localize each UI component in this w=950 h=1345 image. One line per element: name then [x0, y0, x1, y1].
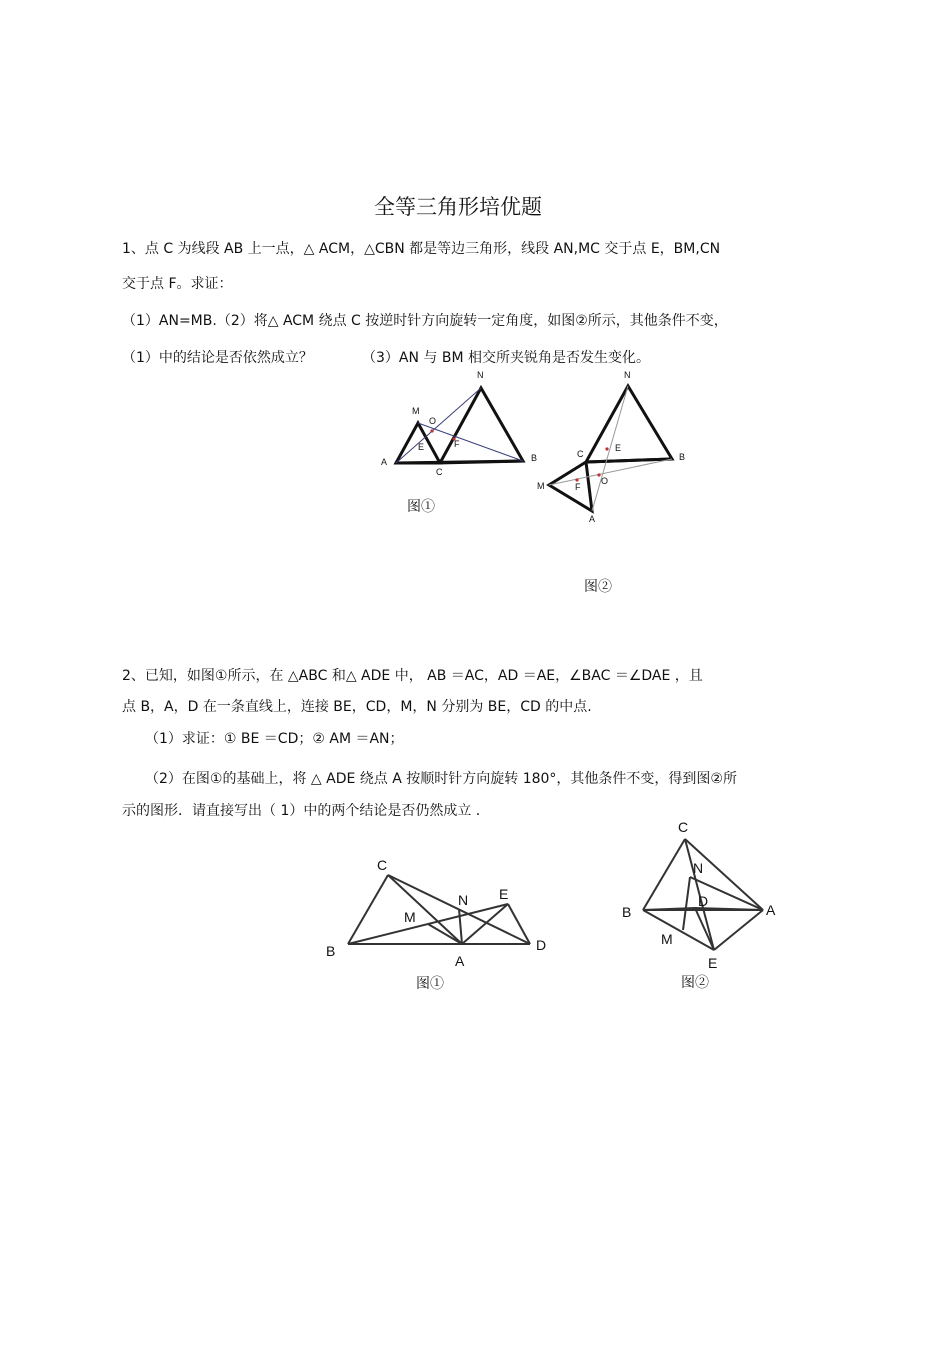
- problem1-line4b: （3）AN 与 BM 相交所夹锐角是否发生变化。: [362, 350, 650, 366]
- problem2-line2: 点 B，A，D 在一条直线上，连接 BE，CD，M，N 分别为 BE，CD 的中点.: [122, 699, 592, 715]
- p2f1-label-N: N: [458, 892, 469, 908]
- p1f1-label-A: A: [381, 457, 388, 467]
- p2f2-caption: 图②: [681, 974, 709, 990]
- p2f1-label-E: E: [499, 886, 509, 902]
- problem2-line4: （2）在图①的基础上，将 △ ADE 绕点 A 按顺时针方向旋转 180°，其他条件不变，得到图②所: [145, 771, 737, 787]
- p1f2-caption: 图②: [584, 578, 612, 594]
- p2f2-label-A: A: [766, 902, 776, 918]
- p2f2-label-C: C: [678, 819, 689, 835]
- problem1-line2: 交于点 F。求证：: [122, 276, 233, 292]
- p1f2-label-B: B: [679, 452, 686, 462]
- p1f2-label-E: E: [615, 443, 622, 453]
- problem1-line4a: （1）中的结论是否依然成立？: [122, 350, 313, 366]
- p1f1-label-C: C: [436, 467, 443, 477]
- p1f1-label-B: B: [531, 453, 538, 463]
- problem2-line1: 2、已知，如图①所示，在 △ABC 和△ ADE 中， AB ＝AC，AD ＝AE，∠BAC ＝∠DAE ，且: [122, 668, 703, 684]
- p1f1-label-N: N: [477, 370, 484, 380]
- problem2-figure2: [610, 815, 790, 995]
- problem2-figure1: [320, 850, 560, 1000]
- p1f1-caption: 图①: [407, 498, 435, 514]
- p2f2-label-E: E: [708, 955, 718, 971]
- p2f1-label-B: B: [326, 943, 336, 959]
- p1f2-label-M: M: [537, 481, 545, 491]
- p1f1-label-O: O: [429, 416, 437, 426]
- p2f1-label-M: M: [404, 909, 416, 925]
- problem2-line3: （1）求证：① BE ＝CD；② AM ＝AN；: [145, 731, 404, 747]
- p1f1-label-E: E: [418, 442, 425, 452]
- p1f2-label-O: O: [601, 476, 609, 486]
- p2f2-label-B: B: [622, 904, 632, 920]
- p2f1-label-A: A: [455, 953, 465, 969]
- p1f1-label-F: F: [454, 439, 460, 449]
- problem1-figure1: [370, 365, 550, 525]
- problem1-line3: （1）AN=MB.（2）将△ ACM 绕点 C 按逆时针方向旋转一定角度，如图②所示，其他条件不变，: [122, 313, 728, 329]
- p1f1-label-M: M: [412, 406, 420, 416]
- problem1-line1: 1、点 C 为线段 AB 上一点，△ ACM，△CBN 都是等边三角形，线段 AN,MC 交于点 E，BM,CN: [122, 241, 721, 257]
- p2f1-label-D: D: [536, 937, 547, 953]
- p2f2-label-M: M: [661, 931, 673, 947]
- problem2-line5: 示的图形．请直接写出（ 1）中的两个结论是否仍然成立 .: [122, 803, 481, 819]
- p2f1-caption: 图①: [416, 975, 444, 991]
- p1f2-label-F: F: [575, 482, 581, 492]
- p2f1-label-C: C: [377, 857, 388, 873]
- p1f2-label-C: C: [577, 449, 584, 459]
- page-title: 全等三角形培优题: [374, 195, 542, 219]
- p1f2-label-A: A: [589, 514, 596, 524]
- p2f2-label-D: D: [698, 893, 709, 909]
- problem1-figure2: [530, 365, 700, 605]
- p1f2-label-N: N: [624, 370, 631, 380]
- p2f2-label-N: N: [693, 860, 704, 876]
